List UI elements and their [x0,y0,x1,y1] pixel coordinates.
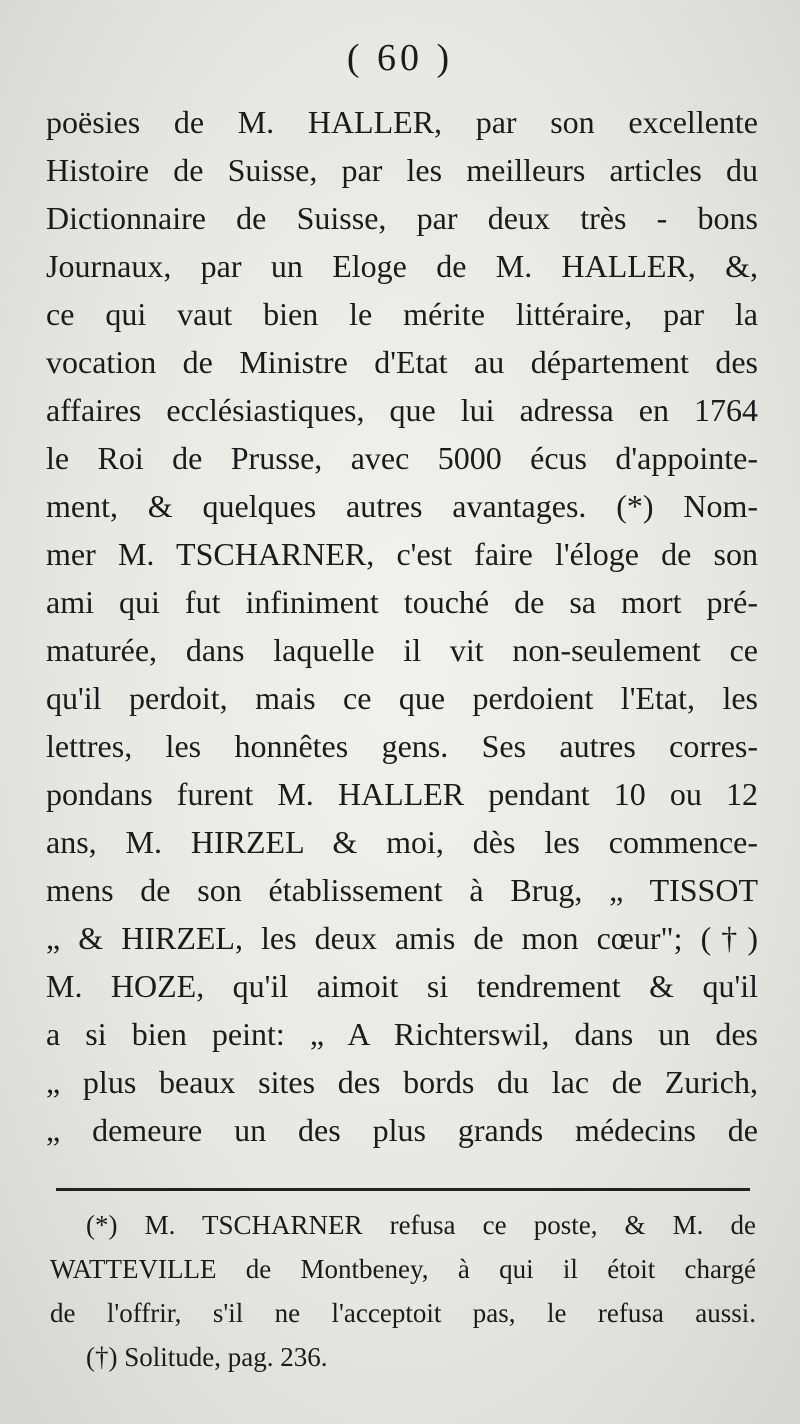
text-line: affaires ecclésiastiques, que lui adressa en 1764 [46,392,758,428]
text-line: „ demeure un des plus grands médecins de [46,1112,758,1148]
footnote-line: (†) Solitude, pag. 236. [86,1342,328,1372]
text-line: mens de son établissement à Brug, „ TISSOT [46,872,758,908]
footnotes [50,1203,756,1379]
text-line: Histoire de Suisse, par les meilleurs articles du [46,152,758,188]
text-line: mer M. TSCHARNER, c'est faire l'éloge de son [46,536,758,572]
text-line: Dictionnaire de Suisse, par deux très - bons [46,200,758,236]
footnote-separator [56,1188,750,1191]
footnote-line: WATTEVILLE de Montbeney, à qui il étoit chargé [50,1254,756,1284]
text-line: ami qui fut infiniment touché de sa mort pré- [46,584,758,620]
text-line: lettres, les honnêtes gens. Ses autres corres- [46,728,758,764]
text-line: a si bien peint: „ A Richterswil, dans un des [46,1016,758,1052]
text-line: pondans furent M. HALLER pendant 10 ou 12 [46,776,758,812]
body-text [46,98,758,1154]
text-line: le Roi de Prusse, avec 5000 écus d'appointe- [46,440,758,476]
text-line: qu'il perdoit, mais ce que perdoient l'Etat, les [46,680,758,716]
text-line: maturée, dans laquelle il vit non-seulement ce [46,632,758,668]
page-number: ( 60 ) [346,37,454,79]
text-line: ment, & quelques autres avantages. (*) Nom- [46,488,758,524]
text-line: „ & HIRZEL, les deux amis de mon cœur"; (†) [46,920,758,956]
text-line: vocation de Ministre d'Etat au département des [46,344,758,380]
text-line: M. HOZE, qu'il aimoit si tendrement & qu'il [46,968,758,1004]
text-line: ans, M. HIRZEL & moi, dès les commence- [46,824,758,860]
text-line: ce qui vaut bien le mérite littéraire, par la [46,296,758,332]
footnote-line: de l'offrir, s'il ne l'acceptoit pas, le refusa aussi. [50,1298,756,1328]
text-line: „ plus beaux sites des bords du lac de Zurich, [46,1064,758,1100]
footnote-line: (*) M. TSCHARNER refusa ce poste, & M. de [86,1210,756,1240]
text-line: Journaux, par un Eloge de M. HALLER, &, [46,248,758,284]
text-line: poësies de M. HALLER, par son excellente [46,104,758,140]
